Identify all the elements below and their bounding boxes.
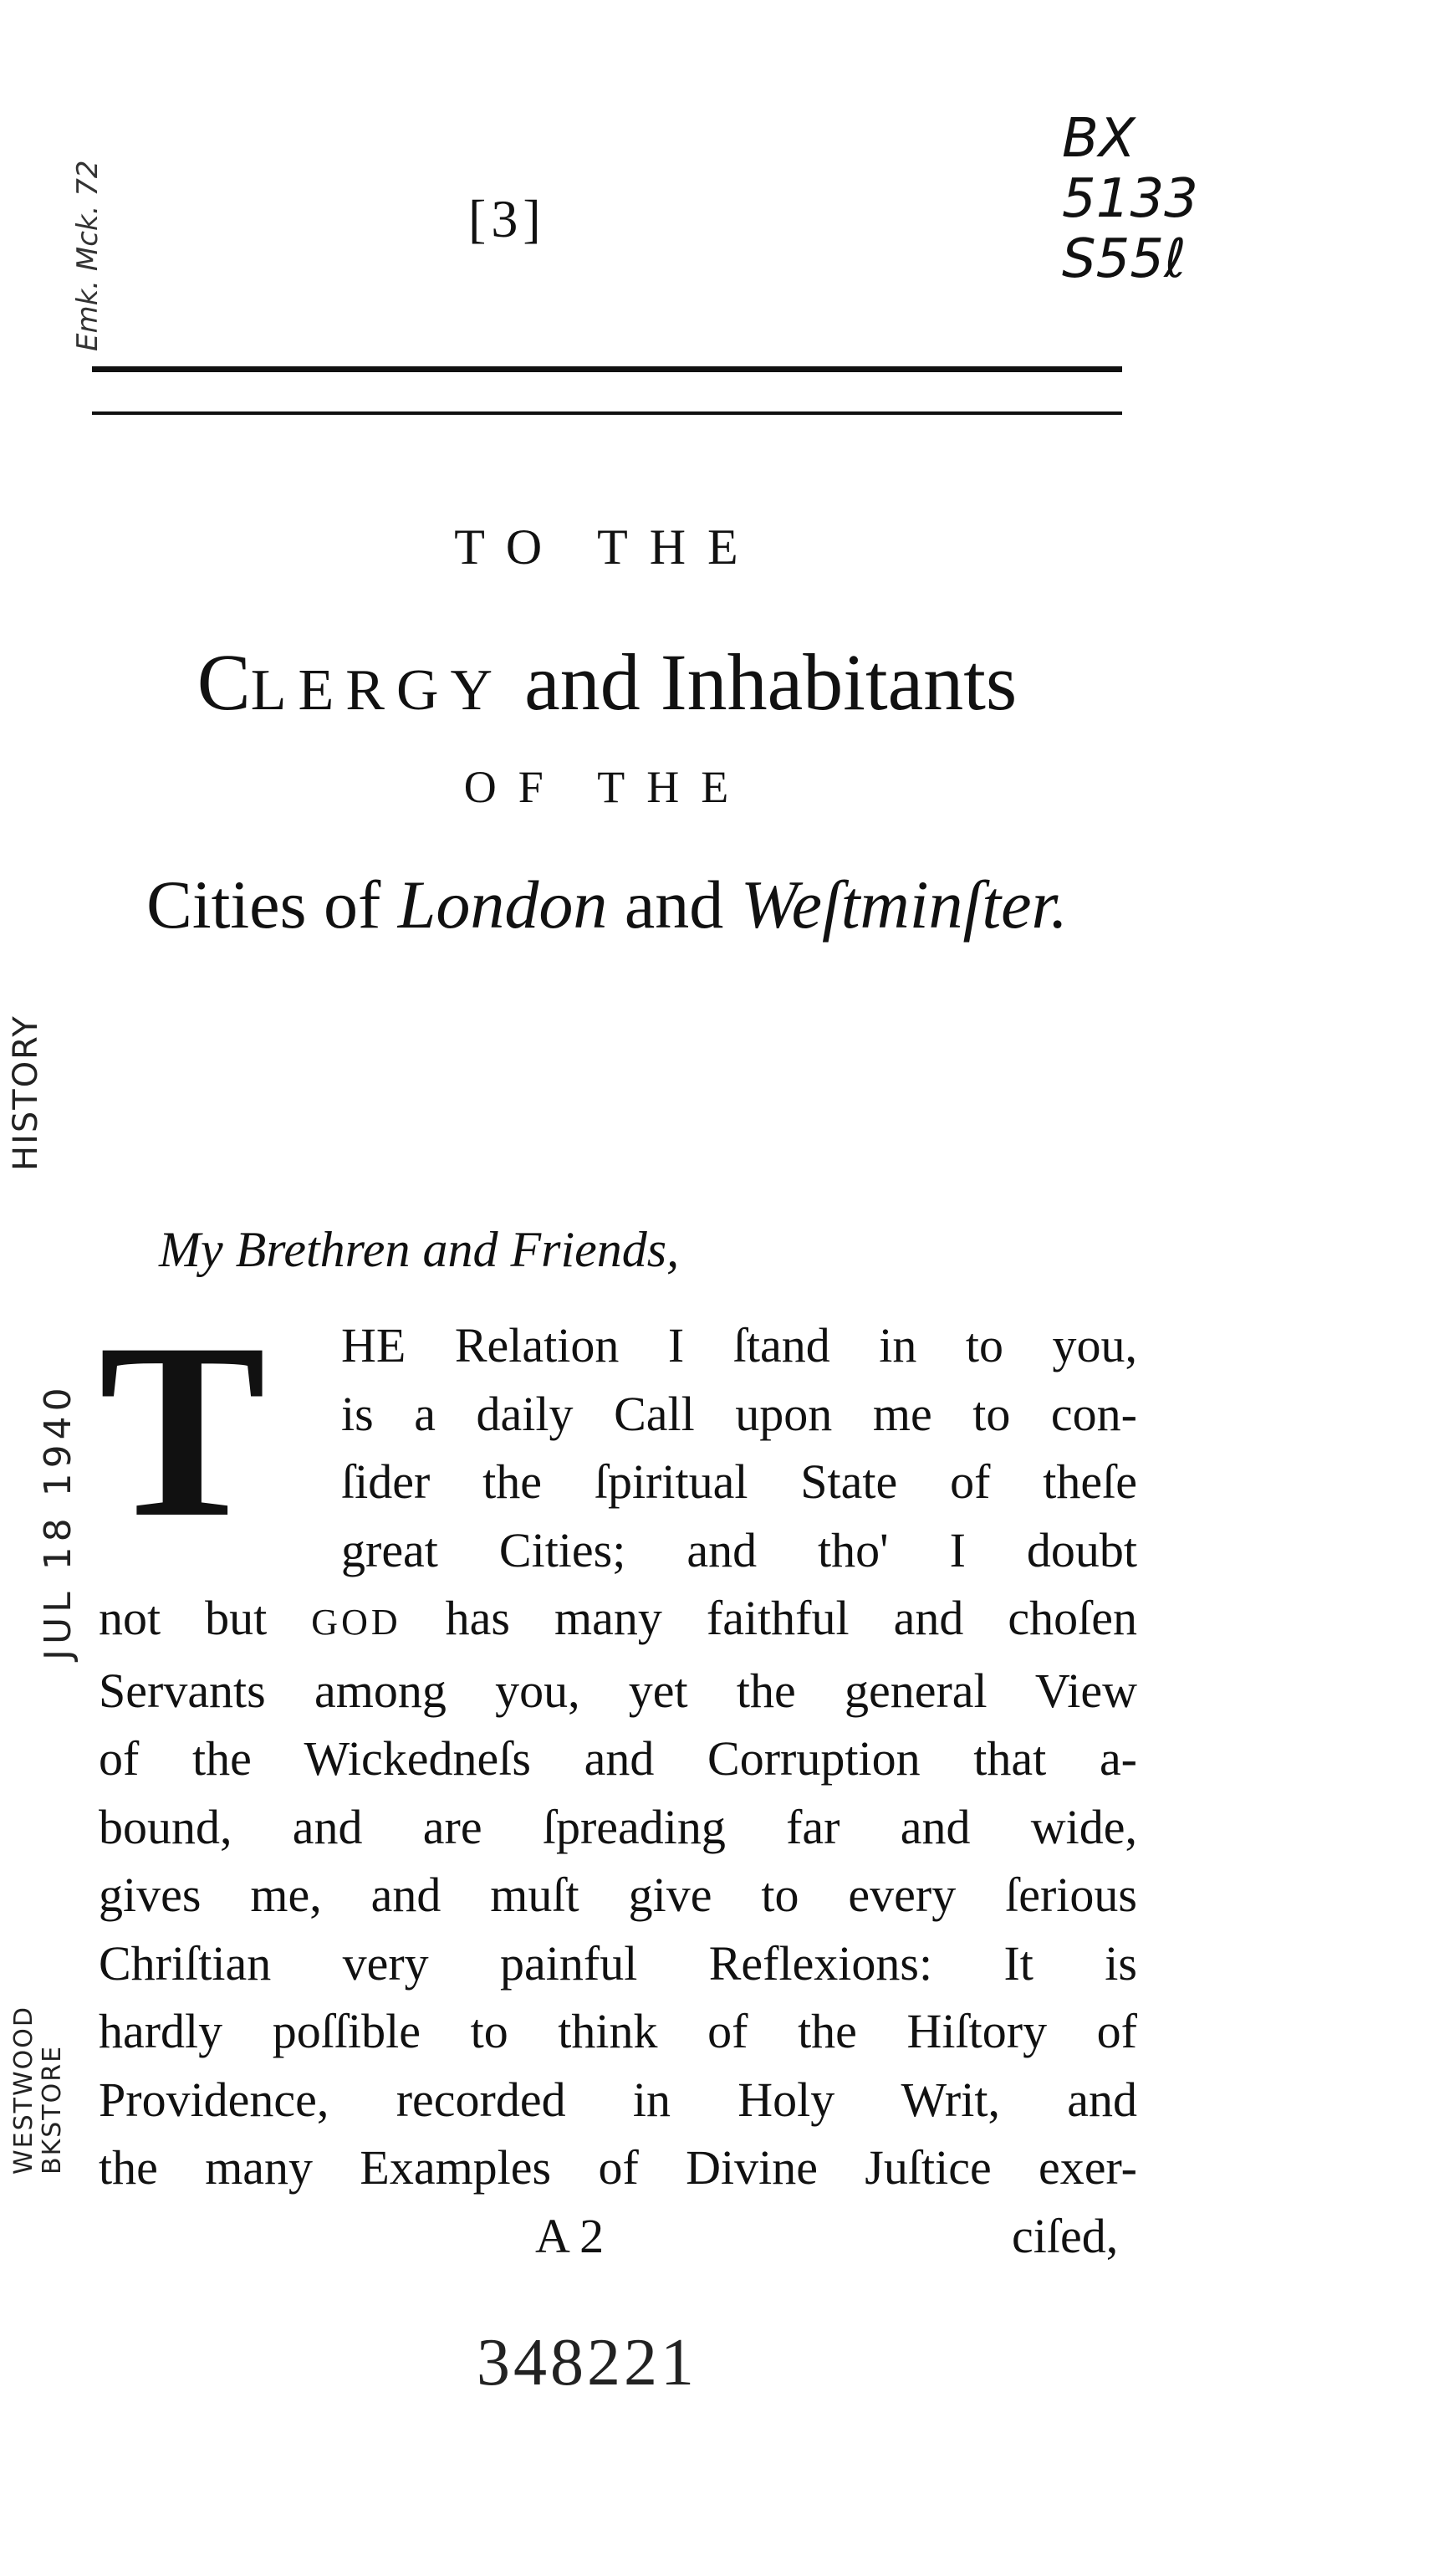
clergy-rest: and Inhabitants — [524, 637, 1018, 727]
cities-london: London — [397, 866, 608, 943]
signature-mark: A 2 — [535, 2209, 605, 2263]
body-line: great Cities; and tho' I doubt — [341, 1522, 1137, 1577]
subject-stamp: HISTORY — [7, 1015, 45, 1171]
body-line: is a daily Call upon me to con- — [341, 1386, 1137, 1441]
title-line-cities — [92, 866, 1122, 944]
header-rule-thick — [92, 366, 1122, 372]
margin-handwritten-note — [63, 8, 113, 360]
shelf-mark-line: BX — [1062, 108, 1136, 170]
body-line: Providence, recorded in Holy Writ, and — [99, 2072, 1137, 2127]
bookseller-stamp — [10, 2006, 67, 2175]
clergy-initial: C — [196, 637, 251, 727]
shelf-mark — [1062, 109, 1198, 289]
body-line: bound, and are ſpreading far and wide, — [99, 1799, 1137, 1854]
body-line-part: not but — [99, 1591, 268, 1645]
body-line: Chriſtian very painful Reflexions: It is — [99, 1935, 1137, 1991]
catchword: ciſed, — [1012, 2209, 1119, 2263]
header-rule-thin — [92, 411, 1122, 415]
cities-text-2: and — [607, 866, 741, 943]
title-line-of-the: OF THE — [463, 762, 751, 812]
body-line: the many Examples of Divine Juſtice exer- — [99, 2140, 1137, 2195]
bookseller-line: BKSTORE — [38, 2044, 67, 2175]
body-line-part: has many faithful and choſen — [445, 1591, 1138, 1645]
body-paragraph — [99, 1291, 1138, 2202]
body-line: hardly poſſible to think of the Hiſtory of — [99, 2004, 1137, 2058]
shelf-mark-line: S55ℓ — [1062, 228, 1187, 290]
body-line: HE Relation I ſtand in to you, — [341, 1318, 1137, 1372]
body-line: gives me, and muſt give to every ſerious — [99, 1868, 1137, 1922]
cities-text-1: Cities of — [146, 866, 398, 943]
shelf-mark-line: 5133 — [1062, 168, 1198, 230]
title-line-clergy — [92, 636, 1122, 728]
title-line-to-the: TO THE — [454, 519, 760, 575]
body-line: of the Wickedneſs and Corruption that a- — [99, 1731, 1137, 1786]
cities-westminster: Weſtminſter. — [740, 866, 1068, 943]
salutation: My Brethren and Friends, — [159, 1222, 680, 1277]
bookseller-line: WESTWOOD — [9, 2006, 38, 2175]
body-line: ſider the ſpiritual State of theſe — [341, 1454, 1137, 1509]
date-stamp: JUL 18 1940 — [37, 1383, 79, 1660]
body-line-god — [99, 1584, 1137, 1657]
god-smallcaps: GOD — [311, 1602, 401, 1643]
clergy-smallcaps: LERGY — [250, 658, 505, 723]
accession-number: 348221 — [477, 2326, 697, 2400]
margin-note-text: Emk. Mck. 72 — [71, 160, 105, 351]
drop-cap: T — [99, 1291, 267, 1569]
body-line: Servants among you, yet the general View — [99, 1663, 1137, 1718]
page-number: [3] — [468, 189, 546, 248]
